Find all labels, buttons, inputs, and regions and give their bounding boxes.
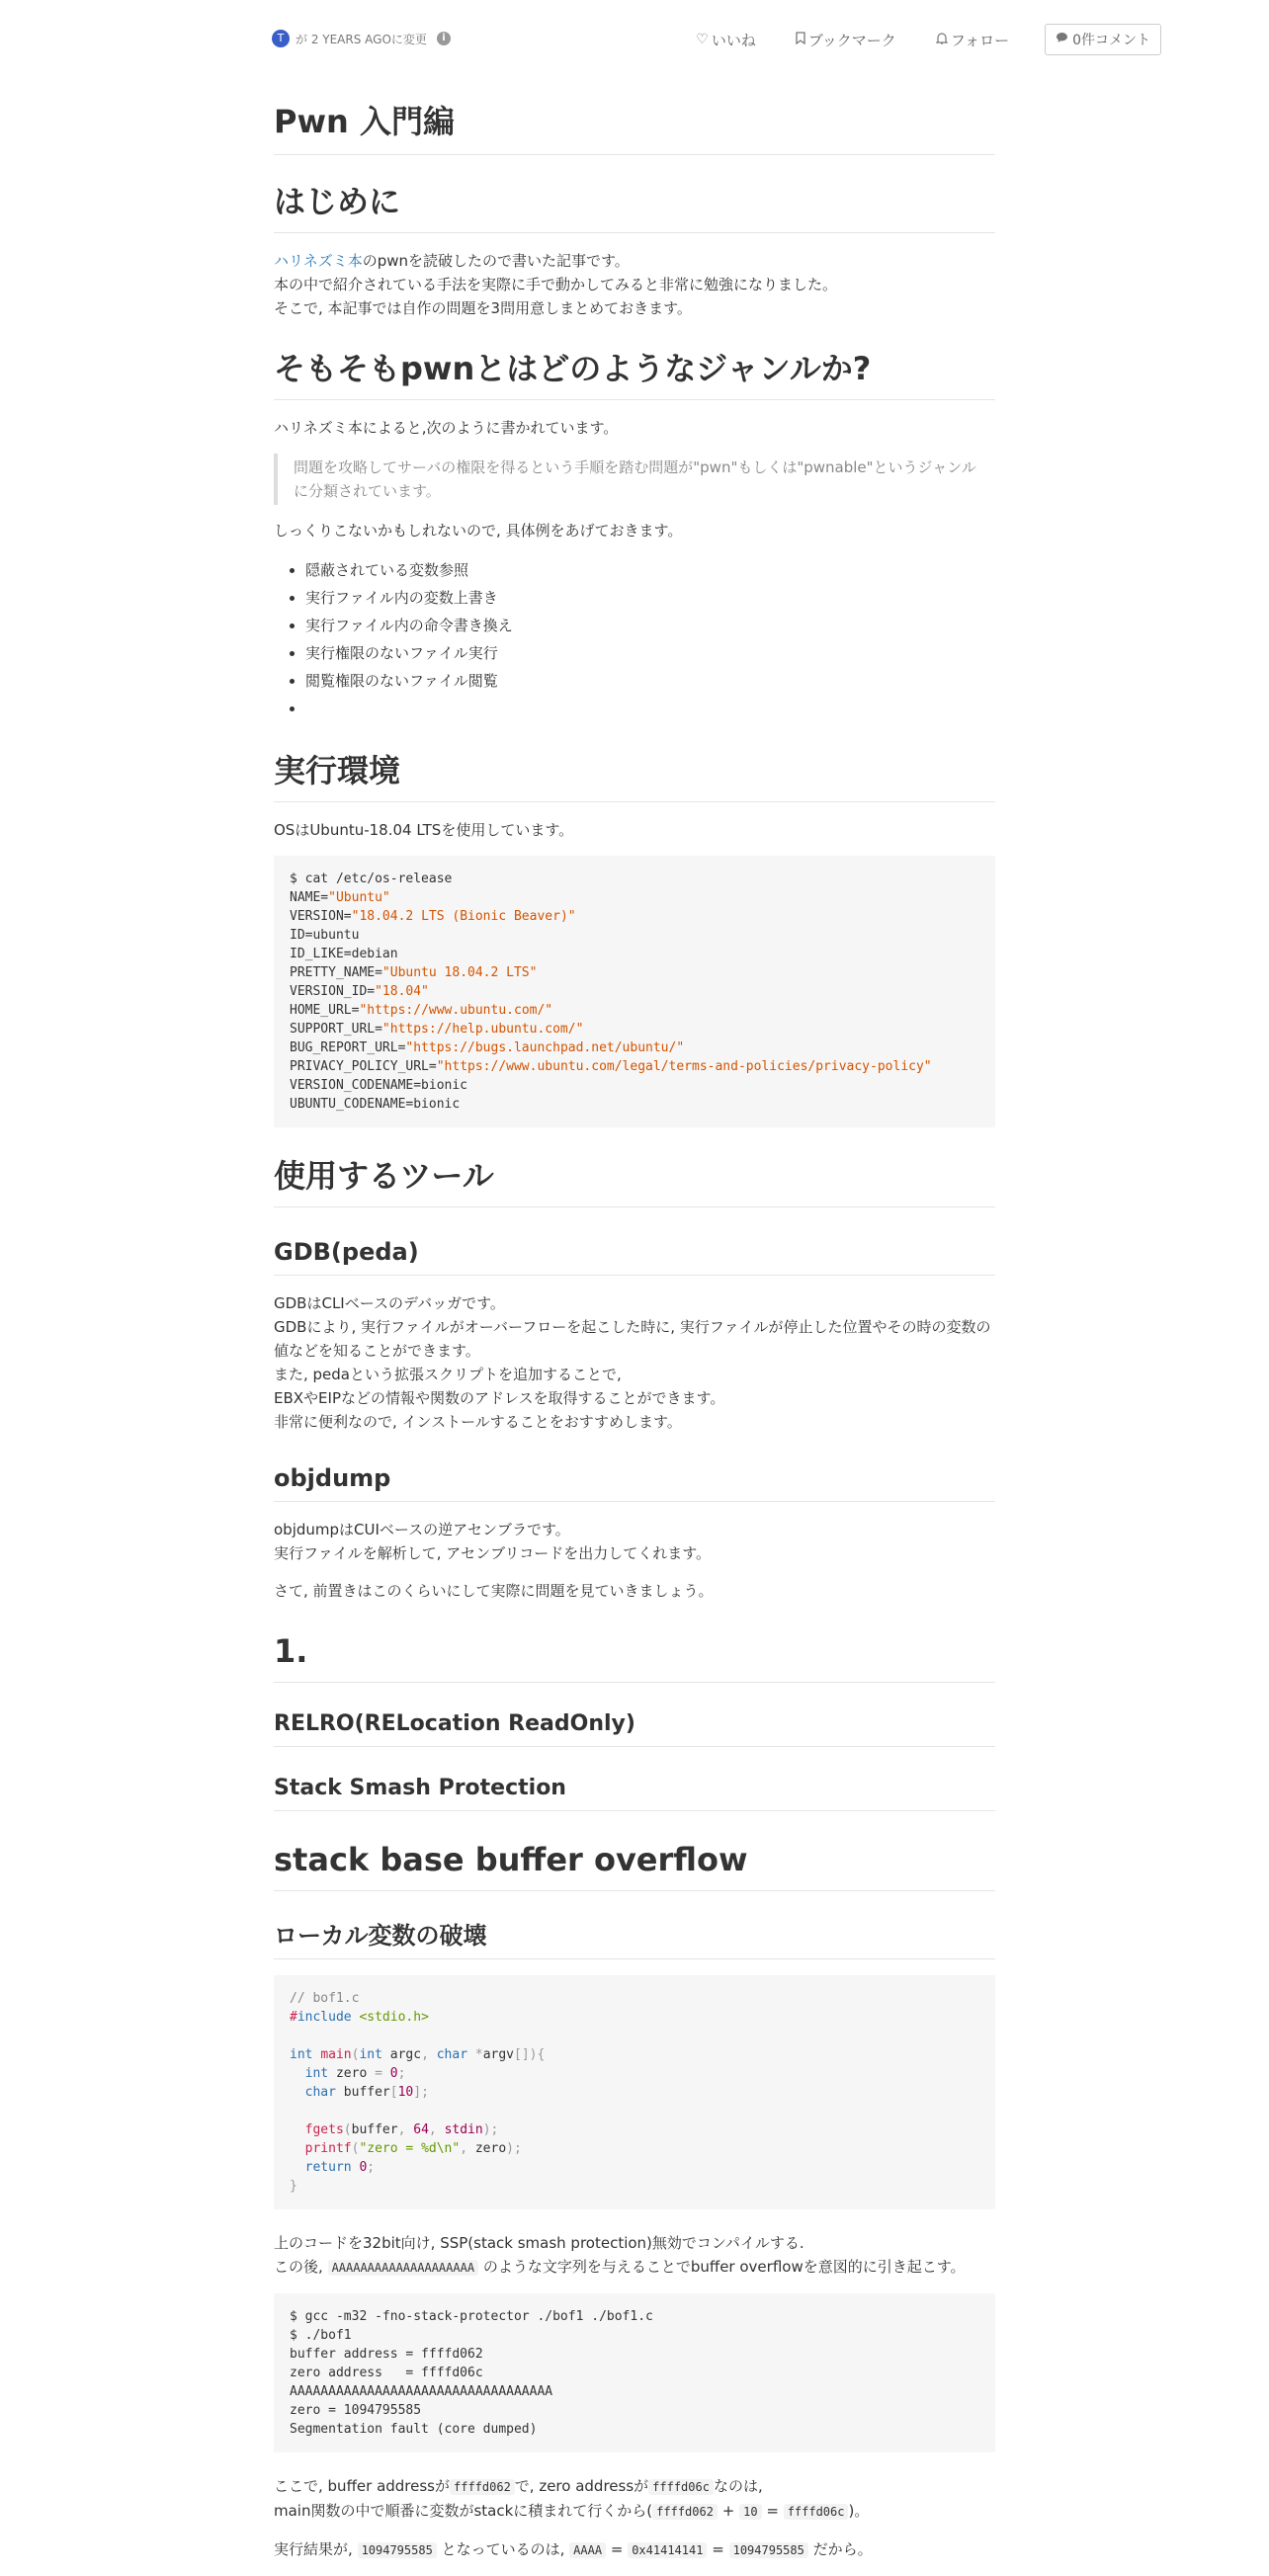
edit-meta <box>272 30 427 47</box>
like-label: いいね <box>711 31 756 49</box>
heading-what-is-pwn: そもそもpwnとはどのようなジャンルか? <box>274 346 995 400</box>
heading-tools: 使用するツール <box>274 1153 995 1207</box>
code-line: PRIVACY_POLICY_URL="https://www.ubuntu.com/legal/terms-and-policies/privacy-policy" <box>290 1059 932 1074</box>
list-item <box>305 695 995 722</box>
gdb-line: GDBはCLIベースのデバッガです。 <box>274 1294 505 1312</box>
code-line: ID=ubuntu <box>290 928 360 943</box>
bof1-code-block: // bof1.c #include <stdio.h> int main(int argc, char *argv[]){ int zero = 0; char buffer[10]; fgets(buffer, 64, stdin); printf("zero = %d\n", zero); return 0; } <box>274 1975 995 2209</box>
code-line: ID_LIKE=debian <box>290 947 398 961</box>
what-paragraph-2: しっくりこないかもしれないので, 具体例をあげておきます。 <box>274 522 683 540</box>
bof-line: main関数の中で順番に変数がstackに積まれて行くから( ffffd062 + 10 = ffffd06c )。 <box>274 2502 870 2520</box>
code-line: $ gcc -m32 -fno-stack-protector ./bof1 ./bof1.c <box>290 2309 653 2324</box>
inline-code: ffffd06c <box>784 2504 849 2520</box>
intro-line-2: 本の中で紹介されている手法を実際に手で動かしてみると非常に勉強になりました。 <box>274 276 838 293</box>
bell-icon <box>936 32 948 48</box>
inline-code: 0x41414141 <box>628 2542 707 2558</box>
article-action-bar <box>272 24 1161 57</box>
code-line: $ ./bof1 <box>290 2328 352 2343</box>
inline-code: ffffd062 <box>450 2479 515 2495</box>
code-line: NAME="Ubuntu" <box>290 890 390 905</box>
heading-ssp: Stack Smash Protection <box>274 1773 995 1811</box>
comment-icon <box>1056 32 1068 47</box>
inline-code: 10 <box>739 2504 761 2520</box>
inline-code: AAAAAAAAAAAAAAAAAAAA <box>328 2260 479 2276</box>
code-line: AAAAAAAAAAAAAAAAAAAAAAAAAAAAAAAAAA <box>290 2384 553 2399</box>
code-line: zero address = ffffd06c <box>290 2366 483 2380</box>
list-item: • 隠蔽されている変数参照 <box>305 556 995 584</box>
list-item: • 実行ファイル内の命令書き換え <box>305 612 995 639</box>
terminal-output-block <box>274 2293 995 2452</box>
env-paragraph: OSはUbuntu-18.04 LTSを使用しています。 <box>274 821 574 839</box>
objdump-line: 実行ファイルを解析して, アセンブリコードを出力してくれます。 <box>274 1544 711 1562</box>
inline-code: AAAA <box>569 2542 606 2558</box>
inline-code: ffffd06c <box>648 2479 714 2495</box>
heading-intro: はじめに <box>274 179 995 233</box>
heading-objdump: objdump <box>274 1461 995 1502</box>
heading-environment: 実行環境 <box>274 748 995 802</box>
heading-section-1: 1. <box>274 1628 995 1683</box>
code-line: $ cat /etc/os-release <box>290 872 453 886</box>
code-line: UBUNTU_CODENAME=bionic <box>290 1097 461 1112</box>
intro-line-3: そこで, 本記事では自作の問題を3問用意しまとめておきます。 <box>274 299 692 317</box>
bof-paragraph-1 <box>274 2231 995 2280</box>
heading-gdb: GDB(peda) <box>274 1235 995 1276</box>
code-line: VERSION_ID="18.04" <box>290 984 429 999</box>
code-line: zero = 1094795585 <box>290 2403 422 2418</box>
objdump-paragraph <box>274 1518 995 1565</box>
heading-relro: RELRO(RELocation ReadOnly) <box>274 1708 995 1747</box>
action-buttons <box>656 24 1161 55</box>
code-line: HOME_URL="https://www.ubuntu.com/" <box>290 1003 553 1018</box>
what-paragraph-1: ハリネズミ本によると,次のように書かれています。 <box>274 419 619 437</box>
bookmark-label: ブックマーク <box>807 31 896 49</box>
intro-line-1: のpwnを読破したので書いた記事です。 <box>362 252 630 270</box>
list-item: • 実行ファイル内の変数上書き <box>305 584 995 612</box>
follow-label: フォロー <box>950 31 1010 49</box>
code-comment: // bof1.c <box>290 1991 360 2006</box>
inline-code: 1094795585 <box>358 2542 437 2558</box>
heart-icon: ♡ <box>696 32 709 47</box>
avatar[interactable]: T <box>272 30 290 47</box>
gdb-paragraph <box>274 1291 995 1434</box>
intro-paragraph <box>274 249 995 320</box>
tools-outro: さて, 前置きはこのくらいにして実際に問題を見ていきましょう。 <box>274 1582 714 1600</box>
article-body <box>274 99 995 2576</box>
code-line: BUG_REPORT_URL="https://bugs.launchpad.net/ubuntu/" <box>290 1040 685 1055</box>
code-line: PRETTY_NAME="Ubuntu 18.04.2 LTS" <box>290 965 538 980</box>
comments-button[interactable] <box>1045 24 1161 55</box>
list-item: • 実行権限のないファイル実行 <box>305 639 995 667</box>
info-icon[interactable]: i <box>437 32 451 45</box>
heading-local-var: ローカル変数の破壊 <box>274 1919 995 1959</box>
bof-paragraph-2 <box>274 2474 995 2524</box>
inline-code: 1094795585 <box>729 2542 808 2558</box>
code-line: VERSION_CODENAME=bionic <box>290 1078 468 1093</box>
os-release-code-block <box>274 856 995 1127</box>
page-title: Pwn 入門編 <box>274 99 995 155</box>
hedgehog-book-link[interactable]: ハリネズミ本 <box>274 252 363 270</box>
code-line: buffer address = ffffd062 <box>290 2347 483 2362</box>
changed-text: が 2 YEARS AGOに変更 <box>296 32 427 46</box>
code-line: VERSION="18.04.2 LTS (Bionic Beaver)" <box>290 909 576 924</box>
list-item: • 閲覧権限のないファイル閲覧 <box>305 667 995 695</box>
bof-paragraph-3: 実行結果が, 1094795585 となっているのは, AAAA = 0x41414141 = 1094795585 だから。 <box>274 2540 873 2558</box>
gdb-line: 非常に便利なので, インストールすることをおすすめします。 <box>274 1413 682 1431</box>
bookmark-button[interactable] <box>796 30 896 50</box>
gdb-line: また, pedaという拡張スクリプトを追加することで, <box>274 1366 622 1383</box>
code-line: SUPPORT_URL="https://help.ubuntu.com/" <box>290 1022 584 1037</box>
heading-stack-bof: stack base buffer overflow <box>274 1837 995 1891</box>
gdb-line: EBXやEIPなどの情報や関数のアドレスを取得することができます。 <box>274 1389 725 1407</box>
bof-line: ここで, buffer addressが ffffd062 で, zero addressが ffffd06c なのは, <box>274 2477 763 2495</box>
gdb-line: GDBにより, 実行ファイルがオーバーフローを起こした時に, 実行ファイルが停止した位置やその時の変数の値などを知ることができます。 <box>274 1318 991 1360</box>
quote: 問題を攻略してサーバの権限を得るという手順を踏む問題が"pwn"もしくは"pwnable"というジャンルに分類されています。 <box>274 454 995 505</box>
bof-line: 上のコードを32bit向け, SSP(stack smash protection)無効でコンパイルする. <box>274 2234 804 2252</box>
code-line: Segmentation fault (core dumped) <box>290 2422 538 2437</box>
follow-button[interactable] <box>936 30 1009 50</box>
objdump-line: objdumpはCUIベースの逆アセンブラです。 <box>274 1521 570 1538</box>
comments-label: 0件コメント <box>1072 33 1150 48</box>
bookmark-icon <box>796 32 805 48</box>
examples-list <box>274 556 995 722</box>
inline-code: ffffd062 <box>652 2504 718 2520</box>
bof-line: この後, AAAAAAAAAAAAAAAAAAAA のような文字列を与えることでbuffer overflowを意図的に引き起こす。 <box>274 2258 966 2276</box>
like-button[interactable] <box>696 30 756 50</box>
